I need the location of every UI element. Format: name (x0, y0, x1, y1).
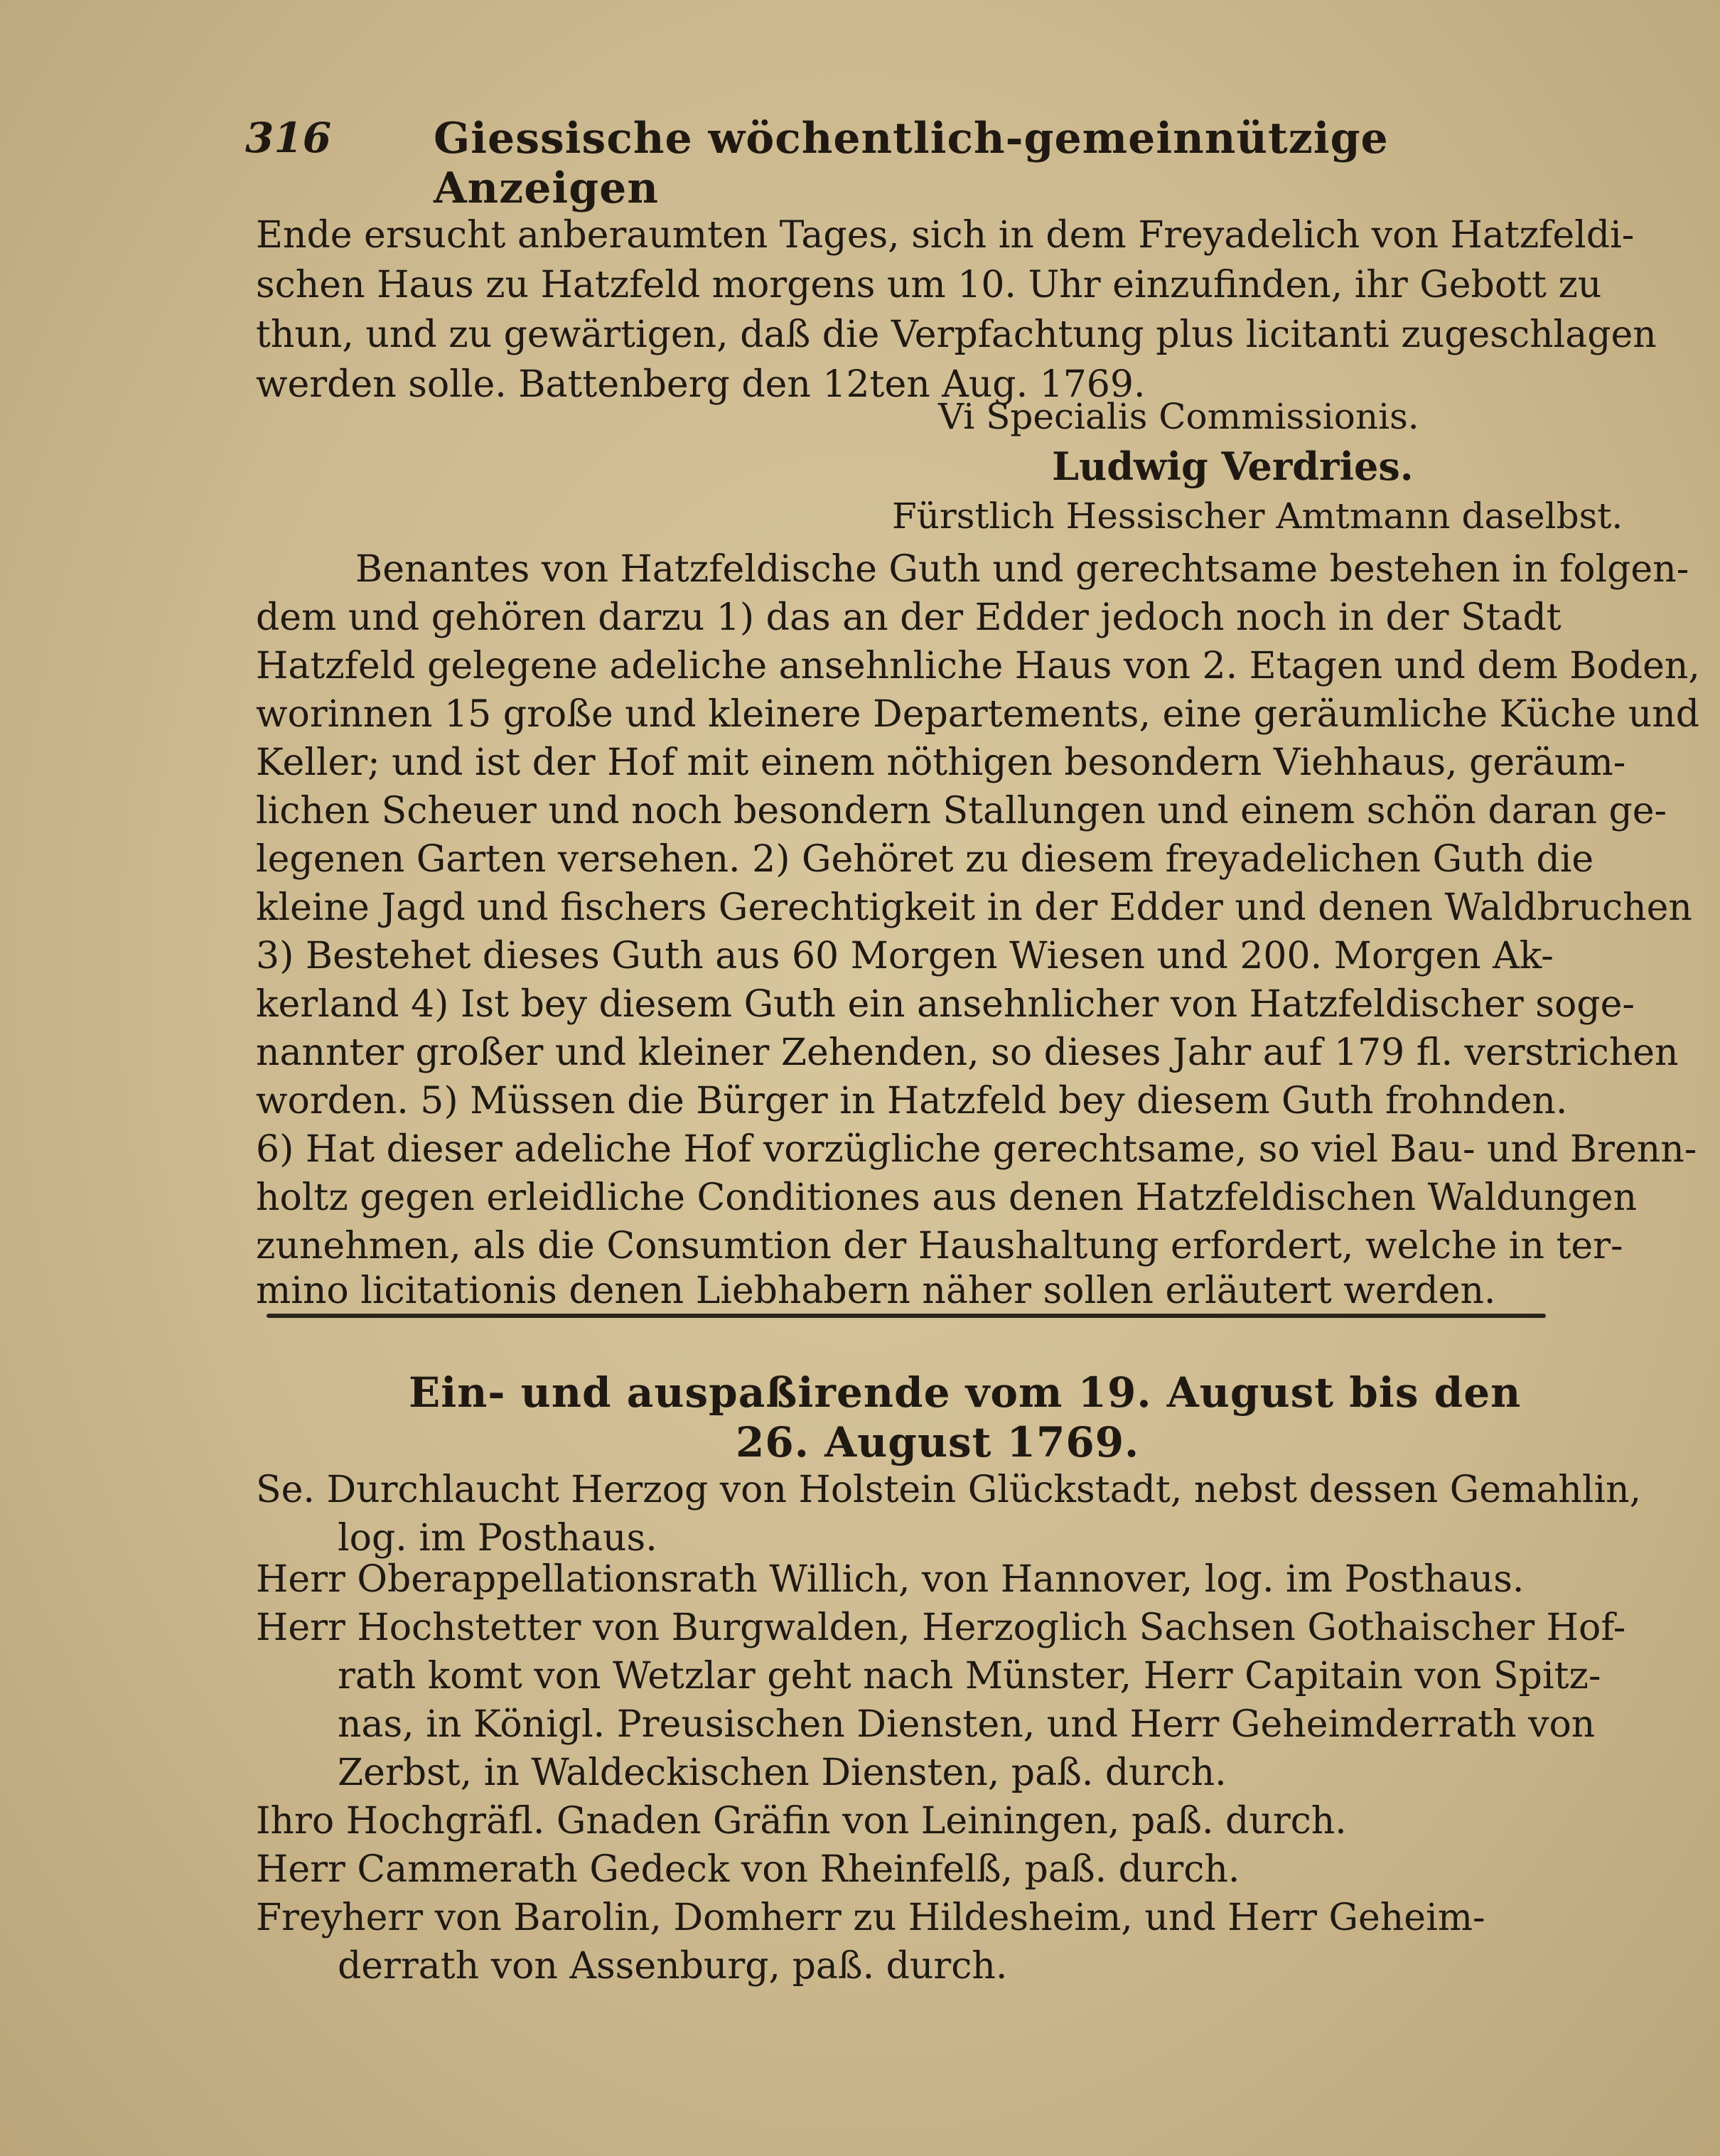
body-line: Hatzfeld gelegene adeliche ansehnliche Haus von 2. Etagen und dem Boden, (256, 645, 1700, 687)
body-line: lichen Scheuer und noch besondern Stallungen und einem schön daran ge- (256, 790, 1667, 832)
page-header (245, 107, 1397, 213)
body-line: Keller; und ist der Hof mit einem nöthigen besondern Viehhaus, geräum- (256, 741, 1626, 784)
traveller-line: Ihro Hochgräfl. Gnaden Gräfin von Leiningen, paß. durch. (256, 1800, 1347, 1843)
body-line: nannter großer und kleiner Zehenden, so dieses Jahr auf 179 fl. verstrichen (256, 1031, 1679, 1074)
traveller-line: derrath von Assenburg, paß. durch. (338, 1945, 1008, 1988)
body-line: dem und gehören darzu 1) das an der Edder jedoch noch in der Stadt (256, 596, 1562, 639)
body-line: 6) Hat dieser adeliche Hof vorzügliche gerechtsame, so viel Bau- und Brenn- (256, 1128, 1697, 1171)
traveller-line: Zerbst, in Waldeckischen Diensten, paß. durch. (338, 1752, 1227, 1794)
notice-line: thun, und zu gewärtigen, daß die Verpfachtung plus licitanti zugeschlagen (256, 313, 1657, 356)
notice-line: schen Haus zu Hatzfeld morgens um 10. Uhr einzufinden, ihr Gebott zu (256, 264, 1602, 306)
notice-line: werden solle. Battenberg den 12ten Aug. 1769. (256, 363, 1146, 406)
signature-name: Ludwig Verdries. (1052, 444, 1414, 489)
body-line: holtz gegen erleidliche Conditiones aus denen Hatzfeldischen Waldungen (256, 1176, 1638, 1219)
body-line: 3) Bestehet dieses Guth aus 60 Morgen Wiesen und 200. Morgen Ak- (256, 935, 1554, 977)
traveller-line: log. im Posthaus. (338, 1517, 657, 1560)
traveller-line: Se. Durchlaucht Herzog von Holstein Glückstadt, nebst dessen Gemahlin, (256, 1469, 1642, 1511)
signature-title: Fürstlich Hessischer Amtmann daselbst. (892, 495, 1623, 537)
traveller-line: Herr Oberappellationsrath Willich, von Hannover, log. im Posthaus. (256, 1558, 1525, 1601)
traveller-line: Herr Cammerath Gedeck von Rheinfelß, paß. durch. (256, 1848, 1240, 1891)
body-line: zunehmen, als die Consumtion der Haushaltung erfordert, welche in ter- (256, 1225, 1623, 1267)
section-title: Ein- und auspaßirende vom 19. August bis den (409, 1368, 1522, 1417)
body-line: mino licitationis denen Liebhabern näher sollen erläutert werden. (256, 1270, 1496, 1312)
running-title: Giessische wöchentlich-gemeinnützige Anzeigen (434, 114, 1389, 213)
page-number: 316 (245, 114, 332, 162)
body-line: worinnen 15 große und kleinere Departements, eine geräumliche Küche und (256, 693, 1699, 736)
traveller-line: rath komt von Wetzlar geht nach Münster, Herr Capitain von Spitz- (338, 1655, 1601, 1698)
signature-commission: Vi Specialis Commissionis. (938, 396, 1419, 437)
section-title-date: 26. August 1769. (736, 1418, 1140, 1466)
notice-line: Ende ersucht anberaumten Tages, sich in dem Freyadelich von Hatzfeldi- (256, 214, 1635, 257)
traveller-line: Herr Hochstetter von Burgwalden, Herzoglich Sachsen Gothaischer Hof- (256, 1607, 1626, 1649)
body-line: kerland 4) Ist bey diesem Guth ein ansehnlicher von Hatzfeldischer soge- (256, 983, 1635, 1026)
traveller-line: Freyherr von Barolin, Domherr zu Hildesheim, und Herr Geheim- (256, 1897, 1485, 1939)
section-divider (267, 1314, 1546, 1318)
traveller-line: nas, in Königl. Preusischen Diensten, und Herr Geheimderrath von (338, 1703, 1596, 1746)
body-line: kleine Jagd und fischers Gerechtigkeit in der Edder und denen Waldbruchen (256, 886, 1692, 929)
body-line: legenen Garten versehen. 2) Gehöret zu diesem freyadelichen Guth die (256, 838, 1594, 881)
body-line: worden. 5) Müssen die Bürger in Hatzfeld bey diesem Guth frohnden. (256, 1080, 1568, 1122)
body-line: Benantes von Hatzfeldische Guth und gerechtsame bestehen in folgen- (355, 548, 1689, 591)
